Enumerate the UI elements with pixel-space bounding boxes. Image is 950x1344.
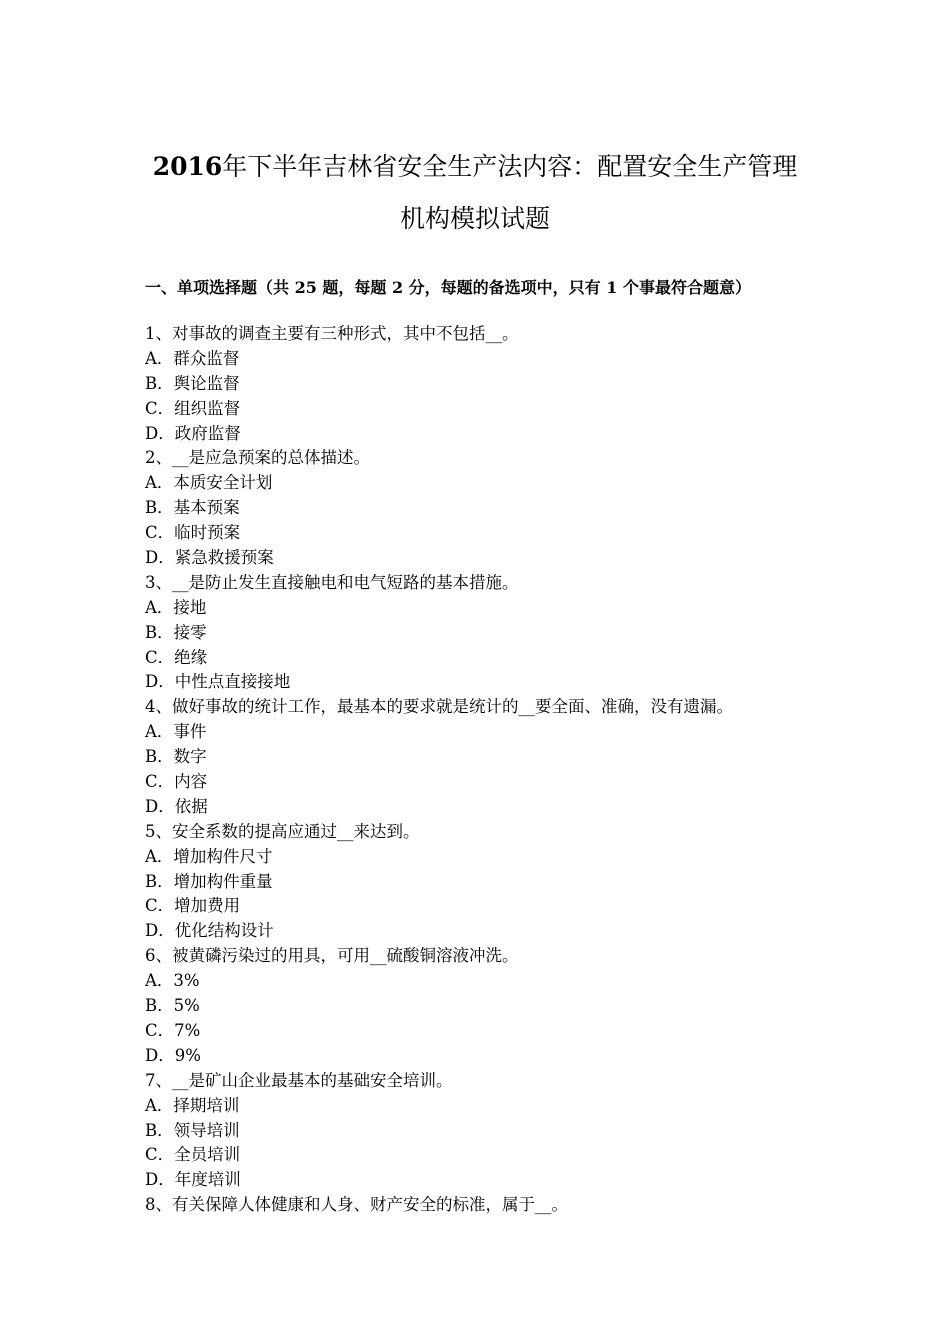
answer-option: C．临时预案 [145, 523, 241, 543]
answer-option: C．7% [145, 1020, 201, 1040]
question-stem: 5、安全系数的提高应通过__来达到。 [145, 821, 420, 841]
answer-option: D．中性点直接接地 [145, 672, 291, 692]
title-year: 2016 [152, 152, 223, 181]
answer-option: A．增加构件尺寸 [145, 846, 273, 866]
question-list [145, 322, 835, 1218]
question-stem: 2、__是应急预案的总体描述。 [145, 448, 370, 468]
answer-option: B．接零 [145, 622, 207, 642]
question-stem: 1、对事故的调查主要有三种形式，其中不包括__。 [145, 324, 519, 343]
answer-option: C．内容 [145, 772, 208, 792]
answer-option: B．舆论监督 [145, 373, 240, 393]
question-stem: 4、做好事故的统计工作，最基本的要求就是统计的__要全面、准确，没有遗漏。 [145, 697, 733, 717]
question-stem: 3、__是防止发生直接触电和电气短路的基本措施。 [145, 572, 519, 592]
page-title-line-2: 机构模拟试题 [399, 204, 550, 233]
answer-option: B．增加构件重量 [145, 871, 273, 891]
answer-option: D．紧急救援预案 [145, 548, 274, 568]
title-line-1: 年下半年吉林省安全生产法内容：配置安全生产管理 [222, 152, 798, 181]
answer-option: B．数字 [145, 747, 207, 767]
answer-option: A．择期培训 [145, 1095, 240, 1115]
answer-option: C．增加费用 [145, 896, 241, 916]
answer-option: D．年度培训 [145, 1170, 241, 1190]
question-stem: 7、__是矿山企业最基本的基础安全培训。 [145, 1070, 453, 1090]
answer-option: D．优化结构设计 [145, 921, 274, 941]
question-stem: 8、有关保障人体健康和人身、财产安全的标准，属于__。 [145, 1195, 568, 1215]
answer-option: B．基本预案 [145, 498, 240, 518]
answer-option: C．全员培训 [145, 1145, 241, 1165]
answer-option: A．3% [145, 971, 200, 991]
answer-option: D．9% [145, 1045, 201, 1065]
section-heading: 一、单项选择题（共 25 题，每题 2 分，每题的备选项中，只有 1 个事最符合题意） [145, 278, 751, 297]
answer-option: A．事件 [145, 722, 207, 742]
answer-option: A．本质安全计划 [145, 473, 273, 493]
answer-option: B．5% [145, 996, 200, 1016]
page-title [100, 152, 850, 182]
answer-option: D．依据 [145, 796, 208, 816]
answer-option: B．领导培训 [145, 1120, 240, 1140]
answer-option: A．接地 [145, 597, 207, 617]
answer-option: C．组织监督 [145, 398, 241, 418]
answer-option: A．群众监督 [145, 348, 240, 368]
question-stem: 6、被黄磷污染过的用具，可用__硫酸铜溶液冲洗。 [145, 946, 519, 966]
answer-option: C．绝缘 [145, 647, 208, 667]
answer-option: D．政府监督 [145, 423, 241, 443]
